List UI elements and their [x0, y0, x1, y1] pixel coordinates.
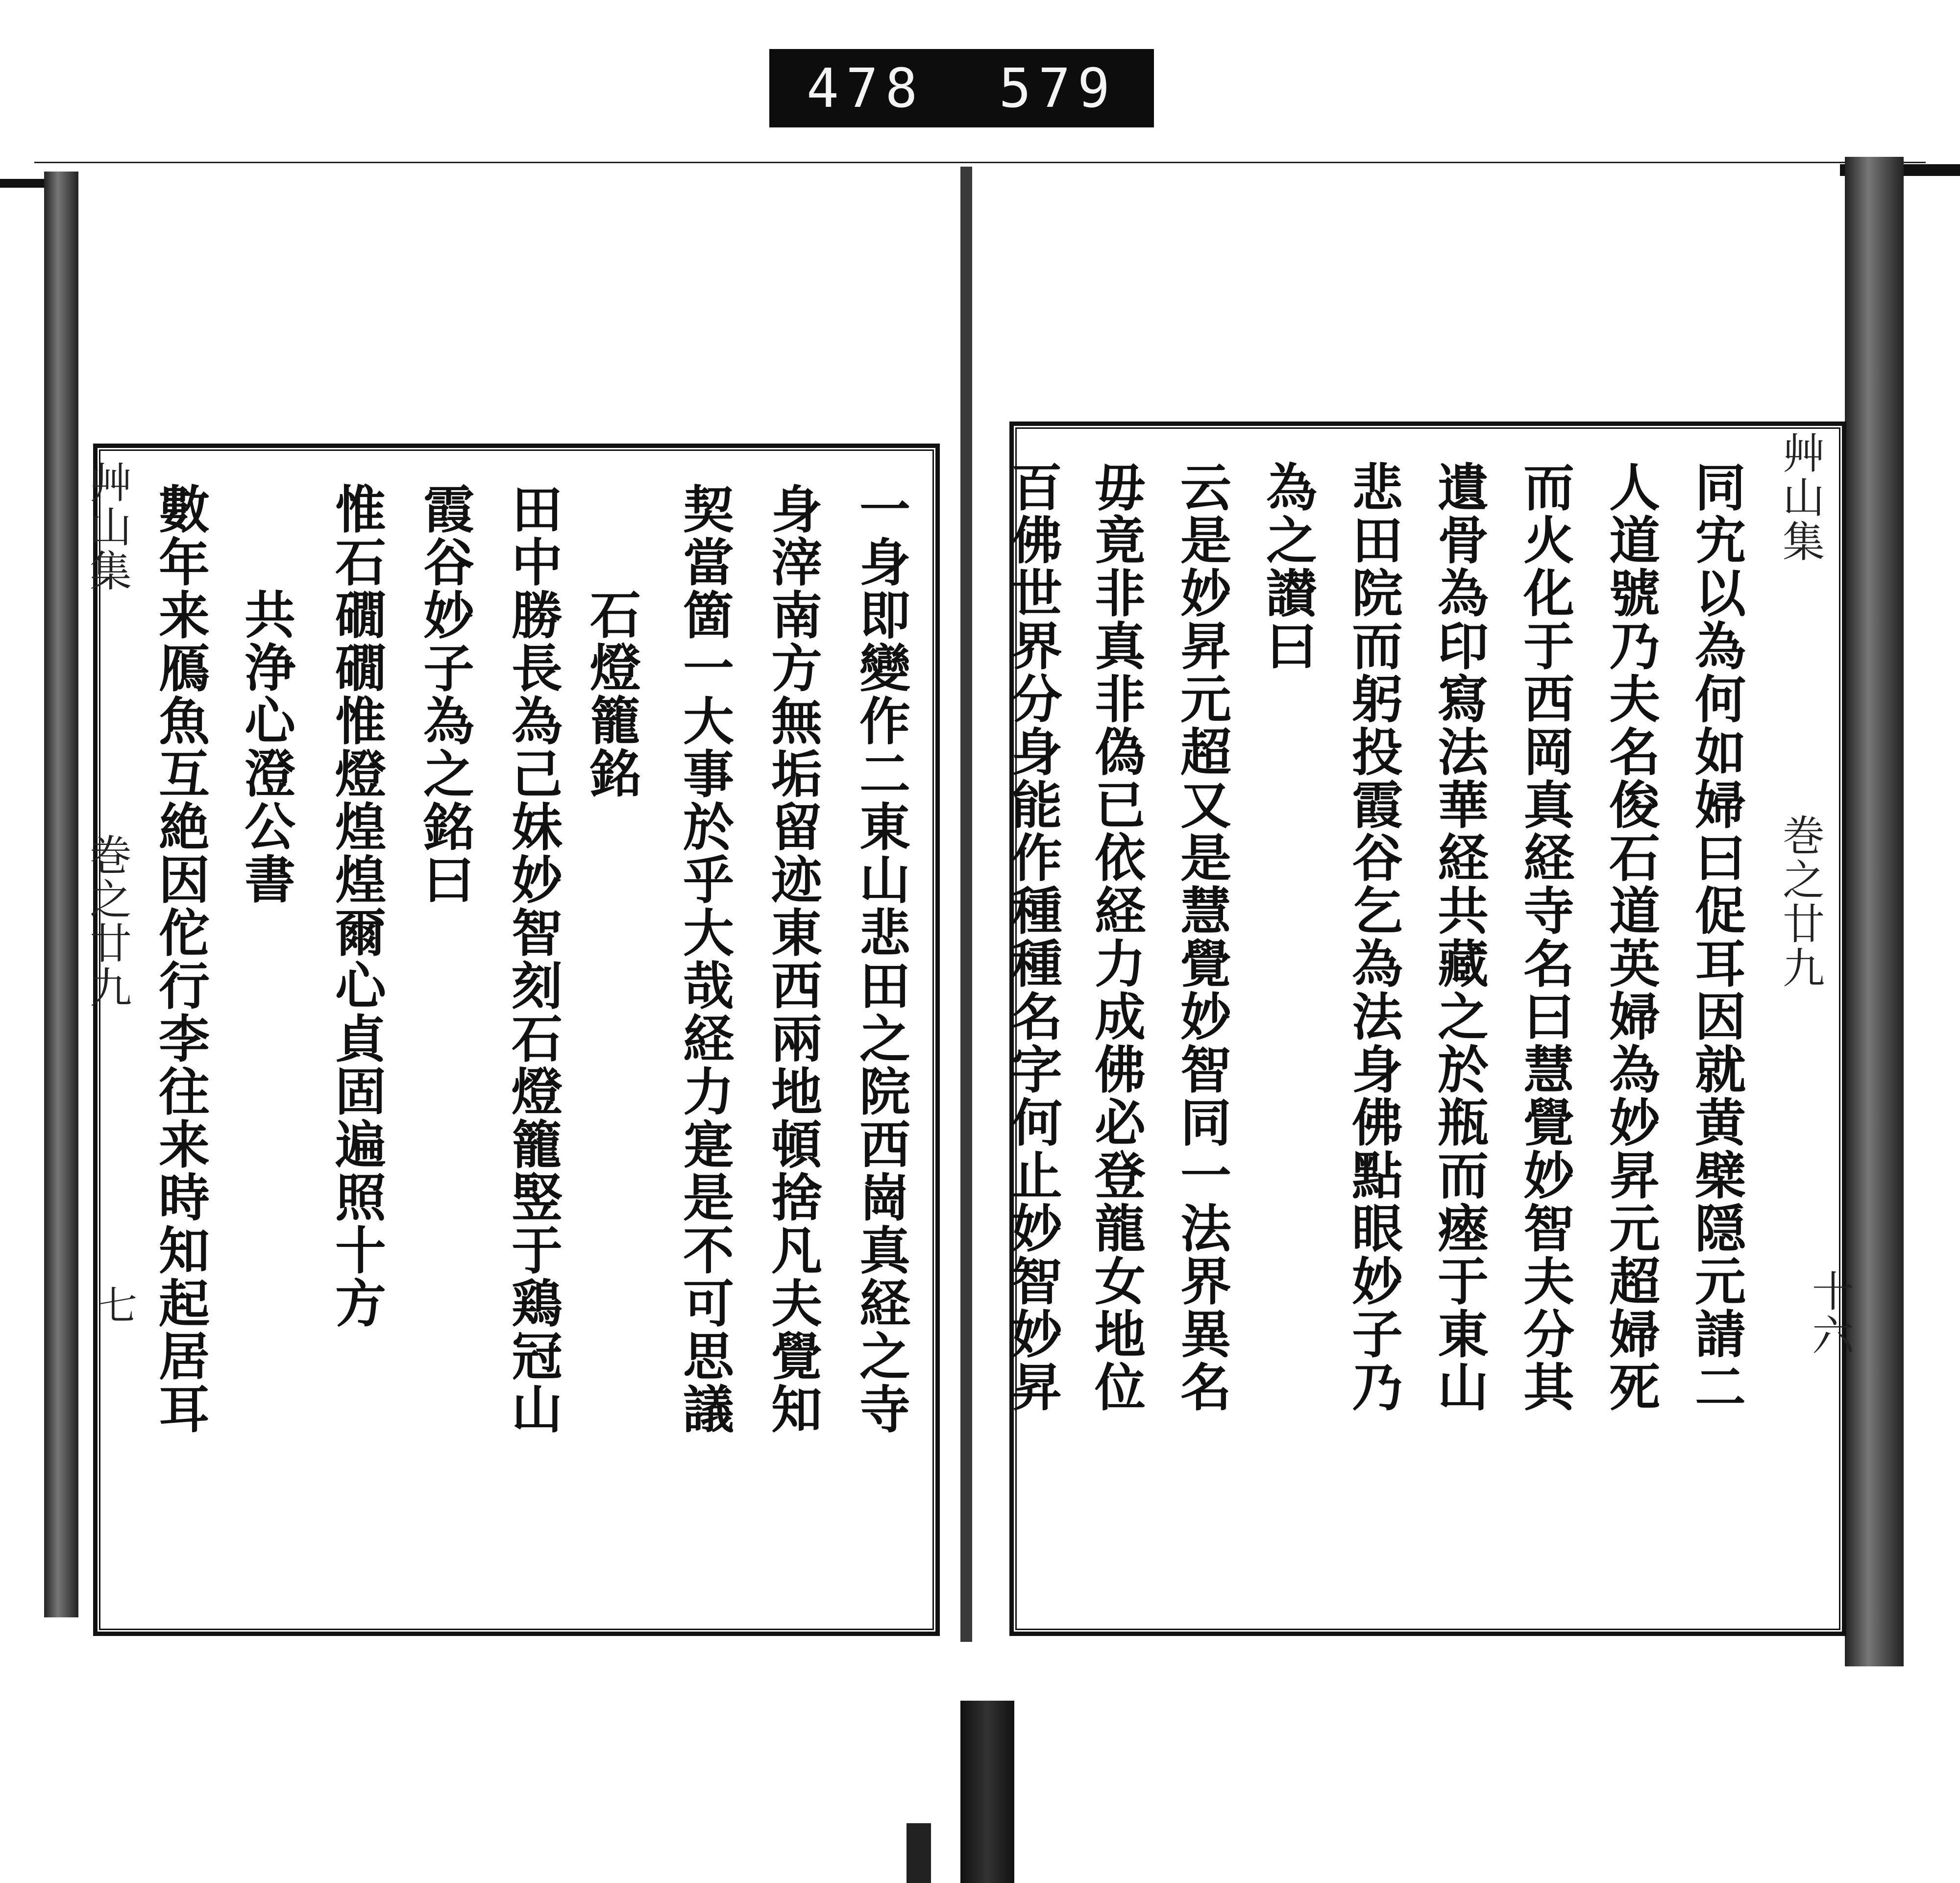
right-margin-volume: 巻之廿九: [1775, 814, 1824, 990]
right-margin-title: 艸山集: [1775, 431, 1824, 564]
left-col-3: 契當箇一大事於乎大哉経力寔是不可思議: [674, 483, 735, 1436]
binding-thread: [906, 1823, 931, 1883]
left-col-7: 惟石礀礀惟燈煌煌爾心貞固遍照十方: [326, 483, 387, 1330]
book-gutter: [960, 167, 972, 1642]
right-col-8: 毋竟非真非偽已依経力成佛必登龍女地位: [1086, 461, 1146, 1413]
right-col-2: 人道號乃夫名俊石道英婦為妙昇元超婦死: [1600, 461, 1661, 1413]
left-col-2: 身滓南方無垢留迹東西兩地頓捨凡夫覺知: [762, 483, 823, 1436]
left-col-6: 霞谷妙子為之銘曰: [415, 483, 475, 906]
left-col-5: 田中勝長為己妹妙智刻石燈籠竪于鶏冠山: [503, 483, 563, 1436]
right-col-9: 百佛世界分身能作種種名字何止妙智妙昇: [1003, 461, 1063, 1413]
left-col-1: 一身即變作二東山悲田之院西崗真経之寺: [851, 483, 911, 1436]
left-page-stack: [44, 172, 78, 1617]
plate-right-number: 579: [999, 57, 1117, 120]
right-col-7: 云是妙昇元超又是慧覺妙智同一法界異名: [1172, 461, 1232, 1413]
left-margin-title: 艸山集: [82, 461, 131, 593]
left-margin-volume: 巻之廿九: [82, 833, 131, 1010]
right-col-6: 為之讃曰: [1257, 461, 1318, 672]
right-folio-number: 十六: [1805, 1269, 1854, 1358]
right-col-1: 同宄以為何如婦曰促耳因就黄檗隠元請二: [1686, 461, 1746, 1413]
binding-ribbon: [960, 1701, 1014, 1883]
left-heading-stone-lantern: 石燈籠銘: [581, 588, 641, 800]
left-col-9: 數年来鴈魚互絶因佗行李往来時知起居耳: [150, 483, 210, 1436]
right-col-5: 悲田院而躬投霞谷乞為法身佛點眼妙子乃: [1343, 461, 1403, 1413]
right-col-4: 遺骨為印寫法華経共藏之於瓶而瘞于東山: [1429, 461, 1489, 1413]
catalog-number-plate: [769, 49, 1154, 127]
right-col-3: 而火化于西岡真経寺名曰慧覺妙智夫分其: [1515, 461, 1575, 1413]
plate-left-number: 478: [806, 57, 925, 120]
left-calligrapher-line: 共浄心澄公書: [236, 588, 296, 906]
right-page-stack: [1845, 157, 1904, 1666]
left-folio-number: 七: [98, 1283, 137, 1329]
